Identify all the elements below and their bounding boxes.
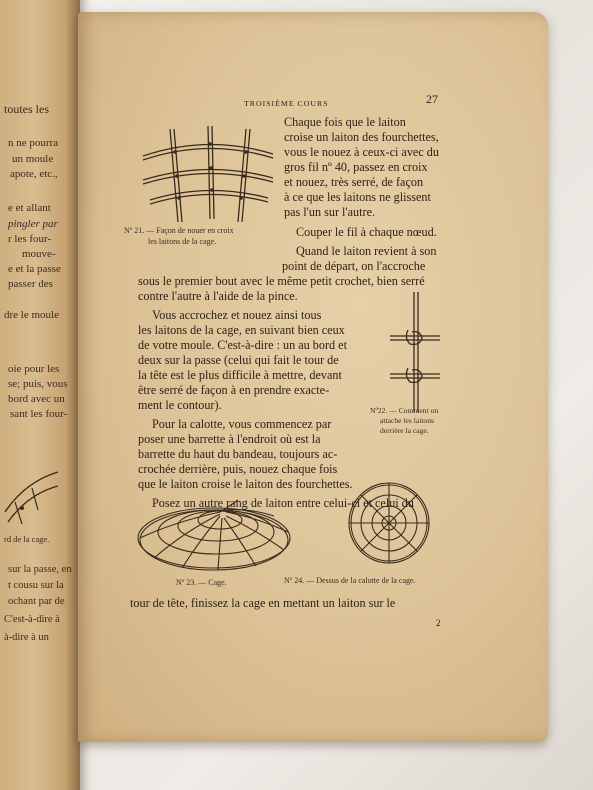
left-text-line: toutes les (4, 102, 49, 116)
body-line: gros fil nº 40, passez en croix (284, 160, 428, 174)
body-line: ment le contour). (138, 398, 222, 412)
body-line: crochée derrière, puis, nouez chaque fois (138, 462, 338, 476)
running-title: TROISIÈME COURS (244, 99, 329, 108)
figure-23-caption: Nº 23. — Cage. (176, 578, 227, 587)
figure-22-attach-illustration (390, 292, 440, 412)
left-text-line: mouve- (22, 248, 56, 260)
left-text-line: e et allant (8, 202, 51, 214)
figure-22-caption: Nº22. — Comment on (370, 406, 439, 415)
left-text-line: sur la passe, en (8, 564, 72, 575)
body-line: Quand le laiton revient à son (296, 244, 437, 258)
body-line: pas l'un sur l'autre. (284, 205, 376, 219)
body-line: être serré de façon à en prendre exacte- (138, 383, 330, 397)
left-text-line: sant les four- (10, 408, 68, 420)
body-line: contre l'autre à l'aide de la pince. (138, 289, 298, 303)
body-line: la tête est le plus difficile à mettre, devant (138, 368, 342, 382)
left-text-line: oie pour les (8, 363, 60, 375)
body-line: barrette du haut du bandeau, toujours ac- (138, 447, 338, 461)
left-text-line: un moule (12, 153, 54, 165)
body-line: point de départ, on l'accroche (282, 259, 426, 273)
figure-23-cage-illustration (134, 482, 294, 574)
body-line: Couper le fil à chaque nœud. (296, 225, 437, 239)
left-text-line: dre le moule (4, 309, 59, 321)
left-text-line: e et la passe (8, 263, 61, 275)
figure-21-caption-line2: les laitons de la cage. (148, 237, 217, 246)
page-number: 27 (426, 92, 438, 106)
left-text-line: ochant par de (8, 596, 65, 607)
body-line: poser une barrette à l'endroit où est la (138, 432, 321, 446)
left-text-line: n ne pourra (8, 137, 59, 149)
body-line: Pour la calotte, vous commencez par (152, 417, 332, 431)
body-line: Posez un autre rang de laiton entre celui-ci et celui du (152, 496, 414, 510)
body-line: Vous accrochez et nouez ainsi tous (152, 308, 322, 322)
left-text-line: bord avec un (8, 393, 65, 405)
left-caption: rd de la cage. (4, 534, 50, 544)
body-line: deux sur la passe (celui qui fait le tour de (138, 353, 339, 367)
left-text-line: se; puis, vous (8, 378, 68, 390)
figure-21-knot-illustration (138, 124, 278, 224)
body-line: les laitons de la cage, en suivant bien ceux (138, 323, 345, 337)
body-line: tour de tête, finissez la cage en mettant un laiton sur le (130, 596, 396, 610)
left-text-line: passer des (8, 278, 53, 290)
body-line: vous le nouez à ceux-ci avec du (284, 145, 439, 159)
body-line: que le laiton croise le laiton des fourchettes. (138, 477, 353, 491)
left-text-line: pingler par (8, 218, 58, 230)
figure-22-caption-line3: derrière la cage. (380, 426, 429, 435)
left-page (0, 0, 80, 790)
figure-24-caption: Nº 24. — Dessus de la calotte de la cage. (284, 576, 416, 585)
left-text-line: t cousu sur la (8, 580, 64, 591)
body-line: de votre moule. C'est-à-dire : un au bord et (138, 338, 347, 352)
book-page (78, 12, 548, 742)
left-text-line: à-dire à un (4, 632, 49, 643)
body-line: et nouez, très serré, de façon (284, 175, 424, 189)
left-text-line: r les four- (8, 233, 52, 245)
figure-22-caption-line2: attache les laitons (380, 416, 434, 425)
body-line: sous le premier bout avec le même petit crochet, bien serré (138, 274, 425, 288)
body-line: à ce que les laitons ne glissent (284, 190, 431, 204)
left-text-line: apote, etc., (10, 168, 58, 180)
left-figure-fragment (0, 452, 60, 532)
body-line: croise un laiton des fourchettes, (284, 130, 439, 144)
left-text-line: C'est-à-dire à (4, 614, 60, 625)
figure-21-caption: Nº 21. — Façon de nouer en croix (124, 226, 234, 235)
signature-mark: 2 (436, 618, 441, 628)
body-line: Chaque fois que le laiton (284, 115, 406, 129)
figure-24-crown-illustration (346, 480, 432, 566)
